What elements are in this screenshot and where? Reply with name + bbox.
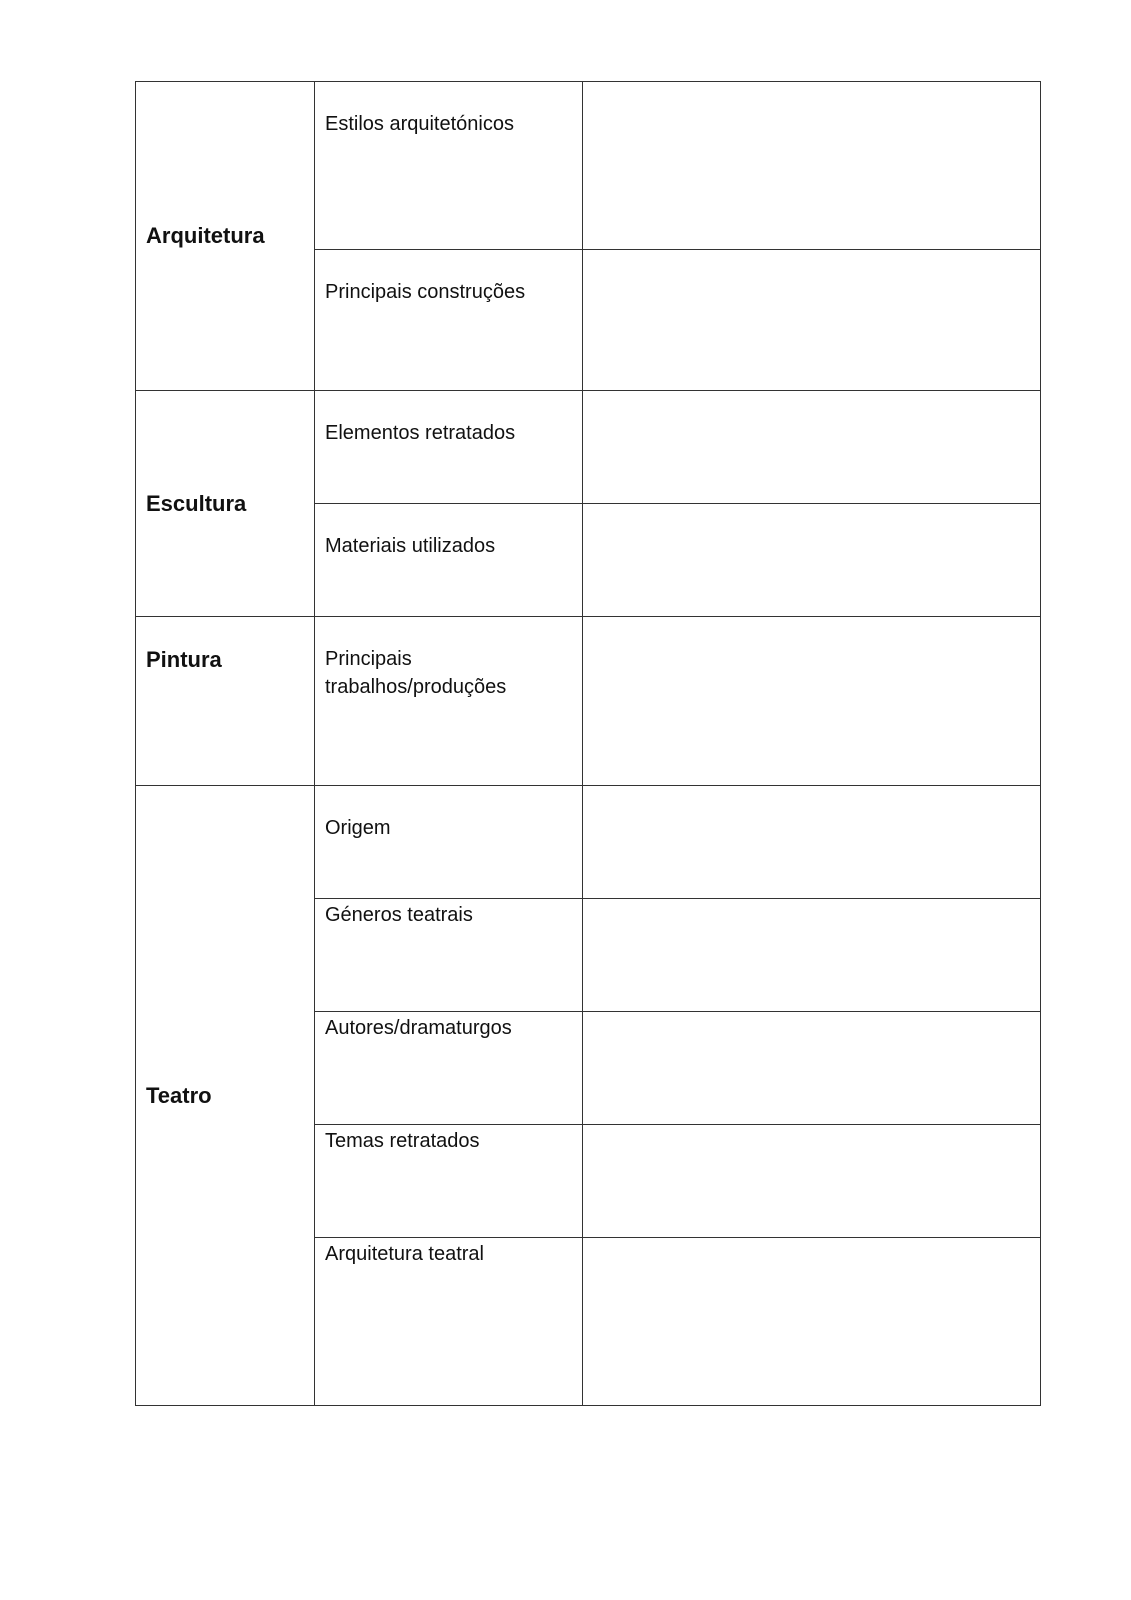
answer-cell-origem[interactable] <box>583 786 1041 899</box>
topic-label: Elementos retratados <box>325 422 516 444</box>
answer-cell-temas-retratados[interactable] <box>583 1125 1041 1238</box>
topic-label: Temas retratados <box>325 1130 480 1152</box>
topic-label: Autores/dramaturgos <box>325 1017 512 1039</box>
topic-label: Géneros teatrais <box>325 904 473 926</box>
answer-cell-autores-dramaturgos[interactable] <box>583 1012 1041 1125</box>
category-pintura <box>136 617 315 786</box>
worksheet-table <box>135 81 1041 1406</box>
table-row <box>136 617 1041 786</box>
answer-cell-elementos-retratados[interactable] <box>583 391 1041 504</box>
answer-cell-generos-teatrais[interactable] <box>583 899 1041 1012</box>
category-arquitetura <box>136 82 315 391</box>
topic-elementos-retratados <box>315 391 583 504</box>
category-teatro <box>136 786 315 1406</box>
table-row <box>136 391 1041 504</box>
topic-origem <box>315 786 583 899</box>
category-label: Teatro <box>146 1082 212 1108</box>
topic-generos-teatrais <box>315 899 583 1012</box>
topic-principais-construcoes <box>315 250 583 391</box>
table-row <box>136 82 1041 250</box>
topic-label: Estilos arquitetónicos <box>325 113 514 135</box>
topic-label: Materiais utilizados <box>325 535 496 557</box>
topic-label: Arquitetura teatral <box>325 1243 484 1265</box>
answer-cell-principais-trabalhos[interactable] <box>583 617 1041 786</box>
answer-cell-principais-construcoes[interactable] <box>583 250 1041 391</box>
topic-principais-trabalhos <box>315 617 583 786</box>
category-label: Escultura <box>146 490 247 516</box>
category-label: Pintura <box>146 647 222 672</box>
topic-estilos-arquitetonicos <box>315 82 583 250</box>
table-row <box>136 786 1041 899</box>
category-label: Arquitetura <box>146 223 265 248</box>
answer-cell-materiais-utilizados[interactable] <box>583 504 1041 617</box>
topic-materiais-utilizados <box>315 504 583 617</box>
topic-arquitetura-teatral <box>315 1238 583 1406</box>
topic-autores-dramaturgos <box>315 1012 583 1125</box>
answer-cell-estilos-arquitetonicos[interactable] <box>583 82 1041 250</box>
category-escultura <box>136 391 315 617</box>
topic-label: Principais trabalhos/produções <box>325 648 507 698</box>
topic-temas-retratados <box>315 1125 583 1238</box>
topic-label: Origem <box>325 817 391 839</box>
answer-cell-arquitetura-teatral[interactable] <box>583 1238 1041 1406</box>
topic-label: Principais construções <box>325 281 526 303</box>
